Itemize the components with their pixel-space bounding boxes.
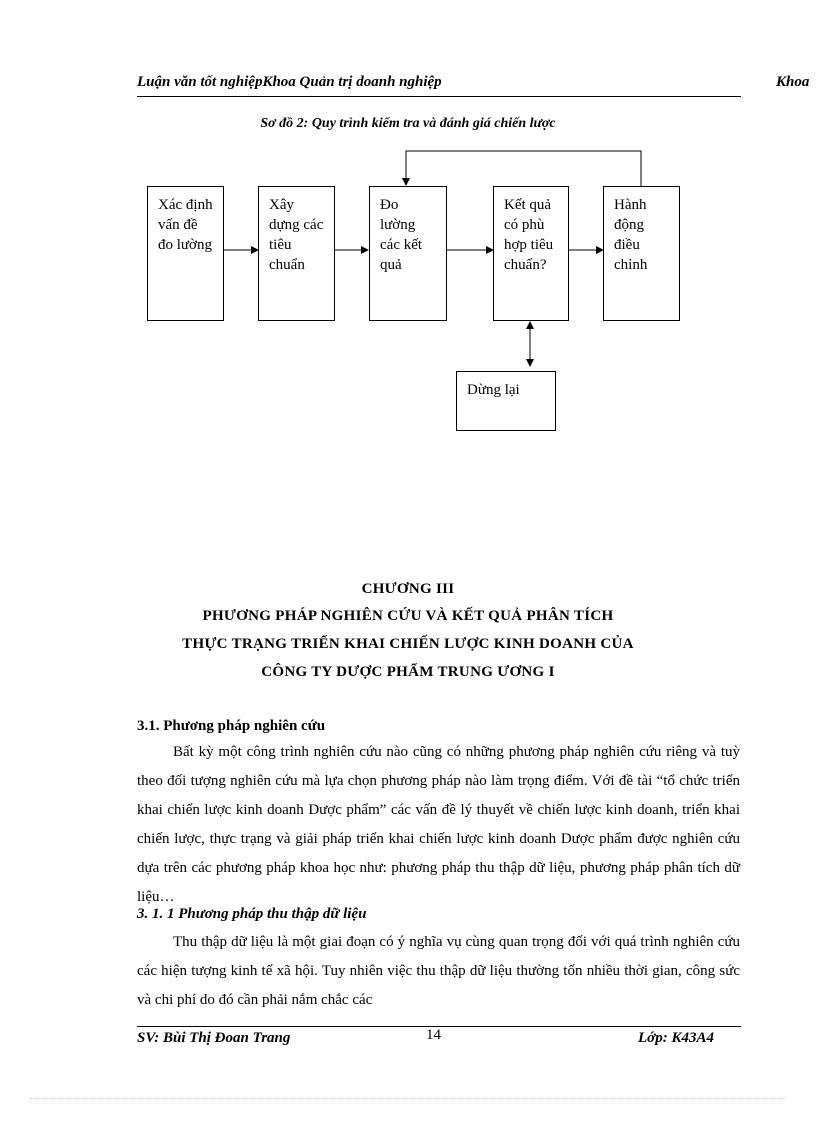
flow-box-measure: Đo lường các kết quả [369,186,447,321]
feedback-arrow [406,151,641,186]
chapter-title-line-2: THỰC TRẠNG TRIỂN KHAI CHIẾN LƯỢC KINH DOANH CỦA [182,636,634,652]
chapter-number: CHƯƠNG III [361,581,455,597]
flow-box-standards: Xây dựng các tiêu chuẩn [258,186,335,321]
footer-class: Lớp: K43A4 [638,1030,714,1046]
section-3-1-1-heading: 3. 1. 1 Phương pháp thu thập dữ liệu [137,906,367,922]
header-right: Khoa [776,74,810,90]
flow-box-stop: Dừng lại [456,371,556,431]
chapter-title-line-1: PHƯƠNG PHÁP NGHIÊN CỨU VÀ KẾT QUẢ PHÂN TÍCH [202,608,614,624]
section-3-1-paragraph: Bất kỳ một công trình nghiên cứu nào cũng có những phương pháp nghiên cứu riêng và tuỳ theo đối tượng nghiên cứu mà lựa chọn phương pháp nào làm trọng điểm. Với đề tài “tổ chức triển khai chiến lược kinh doanh Dược phẩm” các vấn đề lý thuyết về chiến lược kinh doanh, triển khai chiến lược, thực trạng và giải pháp triển khai chiến lược kinh doanh Dược phẩm được nghiên cứu dựa trên các phương pháp khoa học như: phương pháp thu thập dữ liệu, phương pháp phân tích dữ liệu… [137,744,740,905]
flow-box-compare: Kết quả có phù hợp tiêu chuẩn? [493,186,569,321]
page-bottom-dotted-line [30,1098,786,1099]
diagram-title: Sơ đồ 2: Quy trình kiểm tra và đánh giá chiến lược [260,116,556,131]
footer-student: SV: Bùi Thị Đoan Trang [137,1030,291,1046]
section-3-1-1-paragraph: Thu thập dữ liệu là một giai đoạn có ý nghĩa vụ cùng quan trọng đối với quá trình nghiên cứu các hiện tượng kinh tế xã hội. Tuy nhiên việc thu thập dữ liệu thường tốn nhiều thời gian, công sức và chi phí do đó cần phải nắm chắc các [137,934,740,1008]
chapter-title-line-3: CÔNG TY DƯỢC PHẨM TRUNG ƯƠNG I [261,664,555,680]
flow-box-identify: Xác định vấn đề đo lường [147,186,224,321]
header-title: Luận văn tốt nghiệpKhoa Quản trị doanh nghiệp [137,74,442,90]
flow-box-correct: Hành động điều chỉnh [603,186,680,321]
page-number: 14 [426,1027,441,1043]
section-3-1-heading: 3.1. Phương pháp nghiên cứu [137,718,326,734]
